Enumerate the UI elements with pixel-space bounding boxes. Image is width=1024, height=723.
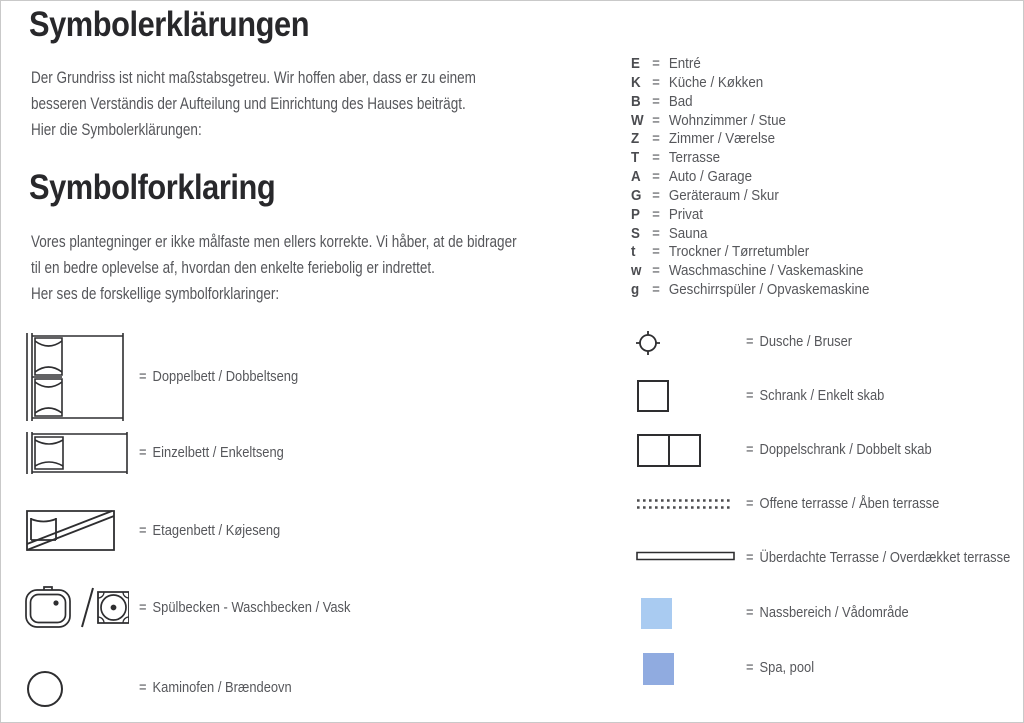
legend-item-open-terrace <box>746 494 939 514</box>
abbreviation-row <box>631 130 869 149</box>
abbreviation-list <box>631 55 902 300</box>
legend-item-double-closet <box>746 440 932 460</box>
legend-label: Doppelbett / Dobbeltseng <box>152 368 299 385</box>
bunk-bed-icon <box>26 510 116 552</box>
legend-label: Nassbereich / Vådområde <box>759 604 909 621</box>
page-title-german: Symbolerklärungen <box>29 5 310 44</box>
abbr-letter: E <box>631 55 640 72</box>
equals-sign: = <box>139 679 147 696</box>
equals-sign: = <box>652 130 660 148</box>
abbreviation-row <box>631 243 869 262</box>
intro-danish-line: Her ses de forskellige symbolforklaringer: <box>31 285 280 303</box>
legend-label: Spülbecken - Waschbecken / Vask <box>152 599 351 616</box>
abbreviation-row <box>631 93 869 112</box>
legend-item-sinks <box>139 598 350 618</box>
abbr-label: Zimmer / Værelse <box>668 130 776 148</box>
equals-sign: = <box>746 549 754 566</box>
equals-sign: = <box>139 522 147 539</box>
abbr-letter: A <box>631 168 641 186</box>
legend-item-wet-area <box>746 603 909 623</box>
equals-sign: = <box>746 441 754 458</box>
wood-stove-icon <box>26 670 64 708</box>
abbreviation-row <box>631 149 869 168</box>
equals-sign: = <box>652 186 660 204</box>
spa-pool-swatch <box>643 653 674 685</box>
legend-item-bunk-bed <box>139 521 280 541</box>
legend-label: Überdachte Terrasse / Overdækket terrasse <box>759 549 1011 566</box>
equals-sign: = <box>652 224 660 242</box>
legend-item-double-bed <box>139 367 298 387</box>
single-closet-icon <box>637 380 669 412</box>
equals-sign: = <box>652 262 660 280</box>
abbreviation-row <box>631 112 869 131</box>
legend-item-wood-stove <box>139 678 292 698</box>
equals-sign: = <box>652 149 660 167</box>
equals-sign: = <box>652 55 660 72</box>
abbreviation-row <box>631 281 869 300</box>
abbr-label: Küche / Køkken <box>668 73 764 91</box>
legend-item-spa-pool <box>746 658 814 678</box>
sink-washbasin-icon <box>25 585 129 629</box>
equals-sign: = <box>652 92 660 110</box>
abbr-letter: S <box>631 224 640 242</box>
intro-danish-line: til en bedre oplevelse af, hvordan den enkelte feriebolig er indrettet. <box>31 259 435 277</box>
double-bed-icon <box>26 333 127 421</box>
abbr-label: Waschmaschine / Vaskemaskine <box>668 262 864 280</box>
shower-icon <box>634 329 662 357</box>
abbr-letter: G <box>631 186 642 204</box>
abbr-letter: B <box>631 92 641 110</box>
abbr-letter: t <box>631 243 636 261</box>
covered-terrace-icon <box>636 551 736 561</box>
abbr-letter: g <box>631 281 640 299</box>
legend-label: Doppelschrank / Dobbelt skab <box>759 441 932 458</box>
abbr-letter: P <box>631 205 640 223</box>
abbr-label: Sauna <box>668 224 708 242</box>
equals-sign: = <box>139 368 147 385</box>
double-closet-icon <box>637 434 701 467</box>
abbr-label: Entré <box>668 55 701 72</box>
intro-german-line: Der Grundriss ist nicht maßstabsgetreu. Wir hoffen aber, dass er zu einem <box>31 69 476 87</box>
abbr-label: Privat <box>668 205 704 223</box>
legend-label: Etagenbett / Køjeseng <box>152 522 281 539</box>
intro-german-line: Hier die Symbolerklärungen: <box>31 121 202 139</box>
abbr-letter: T <box>631 149 640 167</box>
legend-label: Einzelbett / Enkeltseng <box>152 444 284 461</box>
abbr-label: Wohnzimmer / Stue <box>668 111 786 129</box>
abbr-label: Trockner / Tørretumbler <box>668 243 810 261</box>
abbr-letter: Z <box>631 130 640 148</box>
legend-item-single-bed <box>139 443 284 463</box>
equals-sign: = <box>746 495 754 512</box>
intro-german-line: besseren Verständis der Aufteilung und Einrichtung des Hauses beiträgt. <box>31 95 466 113</box>
abbreviation-row <box>631 55 869 74</box>
legend-label: Dusche / Bruser <box>759 333 853 350</box>
wet-area-swatch <box>641 598 672 629</box>
intro-danish <box>31 229 517 307</box>
legend-label: Spa, pool <box>759 659 815 676</box>
equals-sign: = <box>139 444 147 461</box>
abbr-letter: K <box>631 73 641 91</box>
legend-item-shower <box>746 332 852 352</box>
legend-label: Offene terrasse / Åben terrasse <box>759 495 940 512</box>
intro-german <box>31 65 476 143</box>
equals-sign: = <box>652 168 660 186</box>
equals-sign: = <box>746 333 754 350</box>
abbreviation-row <box>631 74 869 93</box>
equals-sign: = <box>652 243 660 261</box>
equals-sign: = <box>652 281 660 299</box>
equals-sign: = <box>652 111 660 129</box>
abbr-label: Terrasse <box>668 149 721 167</box>
abbr-label: Bad <box>668 92 693 110</box>
abbreviation-row <box>631 225 869 244</box>
equals-sign: = <box>139 599 147 616</box>
equals-sign: = <box>652 73 660 91</box>
abbr-label: Geschirrspüler / Opvaskemaskine <box>668 281 870 299</box>
abbreviation-row <box>631 168 869 187</box>
equals-sign: = <box>652 205 660 223</box>
abbreviation-row <box>631 187 869 206</box>
abbr-letter: W <box>631 111 644 129</box>
abbreviation-row <box>631 262 869 281</box>
legend-label: Schrank / Enkelt skab <box>759 387 885 404</box>
open-terrace-icon <box>636 498 732 510</box>
legend-label: Kaminofen / Brændeovn <box>152 679 292 696</box>
equals-sign: = <box>746 604 754 621</box>
legend-item-single-closet <box>746 386 884 406</box>
intro-danish-line: Vores plantegninger er ikke målfaste men ellers korrekte. Vi håber, at de bidrager <box>31 233 517 251</box>
abbr-letter: w <box>631 262 642 280</box>
page-title-danish: Symbolforklaring <box>29 168 276 207</box>
single-bed-icon <box>26 432 133 474</box>
legend-item-covered-terrace <box>746 548 1010 568</box>
equals-sign: = <box>746 659 754 676</box>
equals-sign: = <box>746 387 754 404</box>
abbr-label: Geräteraum / Skur <box>668 186 779 204</box>
abbreviation-row <box>631 206 869 225</box>
abbr-label: Auto / Garage <box>668 168 753 186</box>
